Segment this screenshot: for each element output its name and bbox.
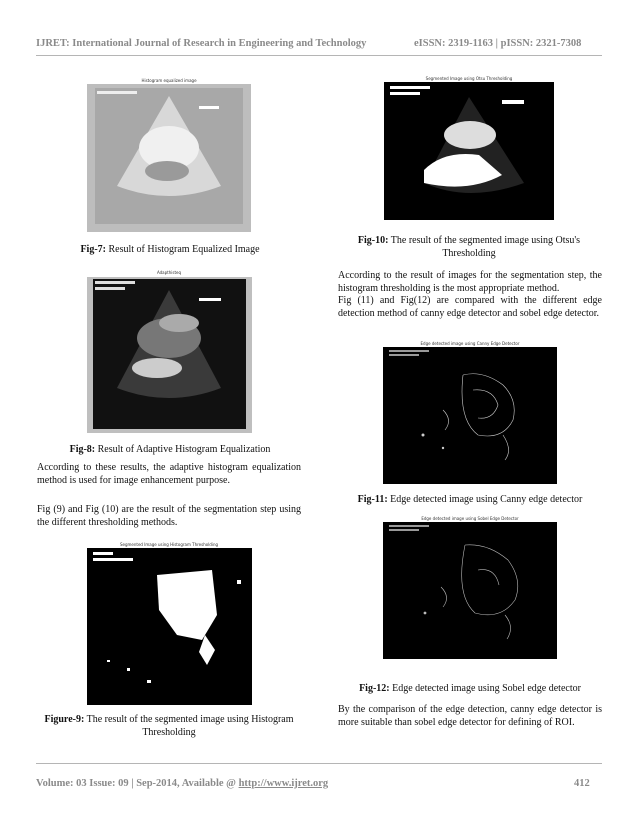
fig10-title: Segmented Image using Otsu Thresholding (425, 76, 513, 81)
fig9-image (87, 540, 252, 705)
paragraph-1: According to these results, the adaptive histogram equalization method is used for image enhancement purpose. (37, 462, 301, 486)
fig8-image (87, 268, 252, 433)
fig8-caption: Fig-8: Result of Adaptive Histogram Equalization (69, 444, 271, 455)
fig7-caption: Fig-7: Result of Histogram Equalized Image (80, 244, 260, 255)
fig10-caption: Fig-10: The result of the segmented image using Otsu's Thresholding (357, 235, 581, 259)
page-number: 412 (574, 778, 590, 789)
fig12-caption: Fig-12: Edge detected image using Sobel edge detector (359, 683, 581, 694)
fig12-image (383, 515, 557, 659)
fig7-image (87, 76, 251, 232)
footer-volume: Volume: 03 Issue: 09 | Sep-2014, Available @ http://www.ijret.org (36, 778, 329, 789)
paragraph-2: Fig (9) and Fig (10) are the result of the segmentation step using the different thresholding methods. (37, 504, 301, 528)
paragraph-4: Fig (11) and Fig(12) are compared with the different edge detection method of canny edge detector and sobel edge detector. (338, 295, 602, 319)
paragraph-5: By the comparison of the edge detection, canny edge detector is more suitable than sobel edge detector for defining of ROI. (338, 704, 602, 728)
journal-title: IJRET: International Journal of Research in Engineering and Technology (36, 38, 367, 49)
paragraph-3: According to the result of images for the segmentation step, the histogram thresholding is the most appropriate method. (338, 270, 602, 294)
issn: eISSN: 2319-1163 | pISSN: 2321-7308 (414, 38, 582, 49)
fig9-caption: Figure-9: The result of the segmented image using Histogram Thresholding (44, 714, 294, 738)
journal-link[interactable]: http://www.ijret.org (238, 778, 329, 789)
fig11-image (383, 340, 557, 484)
fig10-image (384, 75, 554, 220)
fig7-title: Histogram equalized image (141, 78, 197, 83)
header-divider (36, 55, 602, 56)
footer-divider (36, 763, 602, 764)
fig8-title: Adapthisteq (156, 270, 182, 275)
fig12-title: Edge detected image using Sobel Edge Detector (421, 516, 519, 521)
fig11-caption: Fig-11: Edge detected image using Canny edge detector (357, 494, 583, 505)
fig9-title: Segmented Image using Histogram Thresholding (119, 542, 219, 547)
fig11-title: Edge detected image using Canny Edge Detector (420, 341, 520, 346)
